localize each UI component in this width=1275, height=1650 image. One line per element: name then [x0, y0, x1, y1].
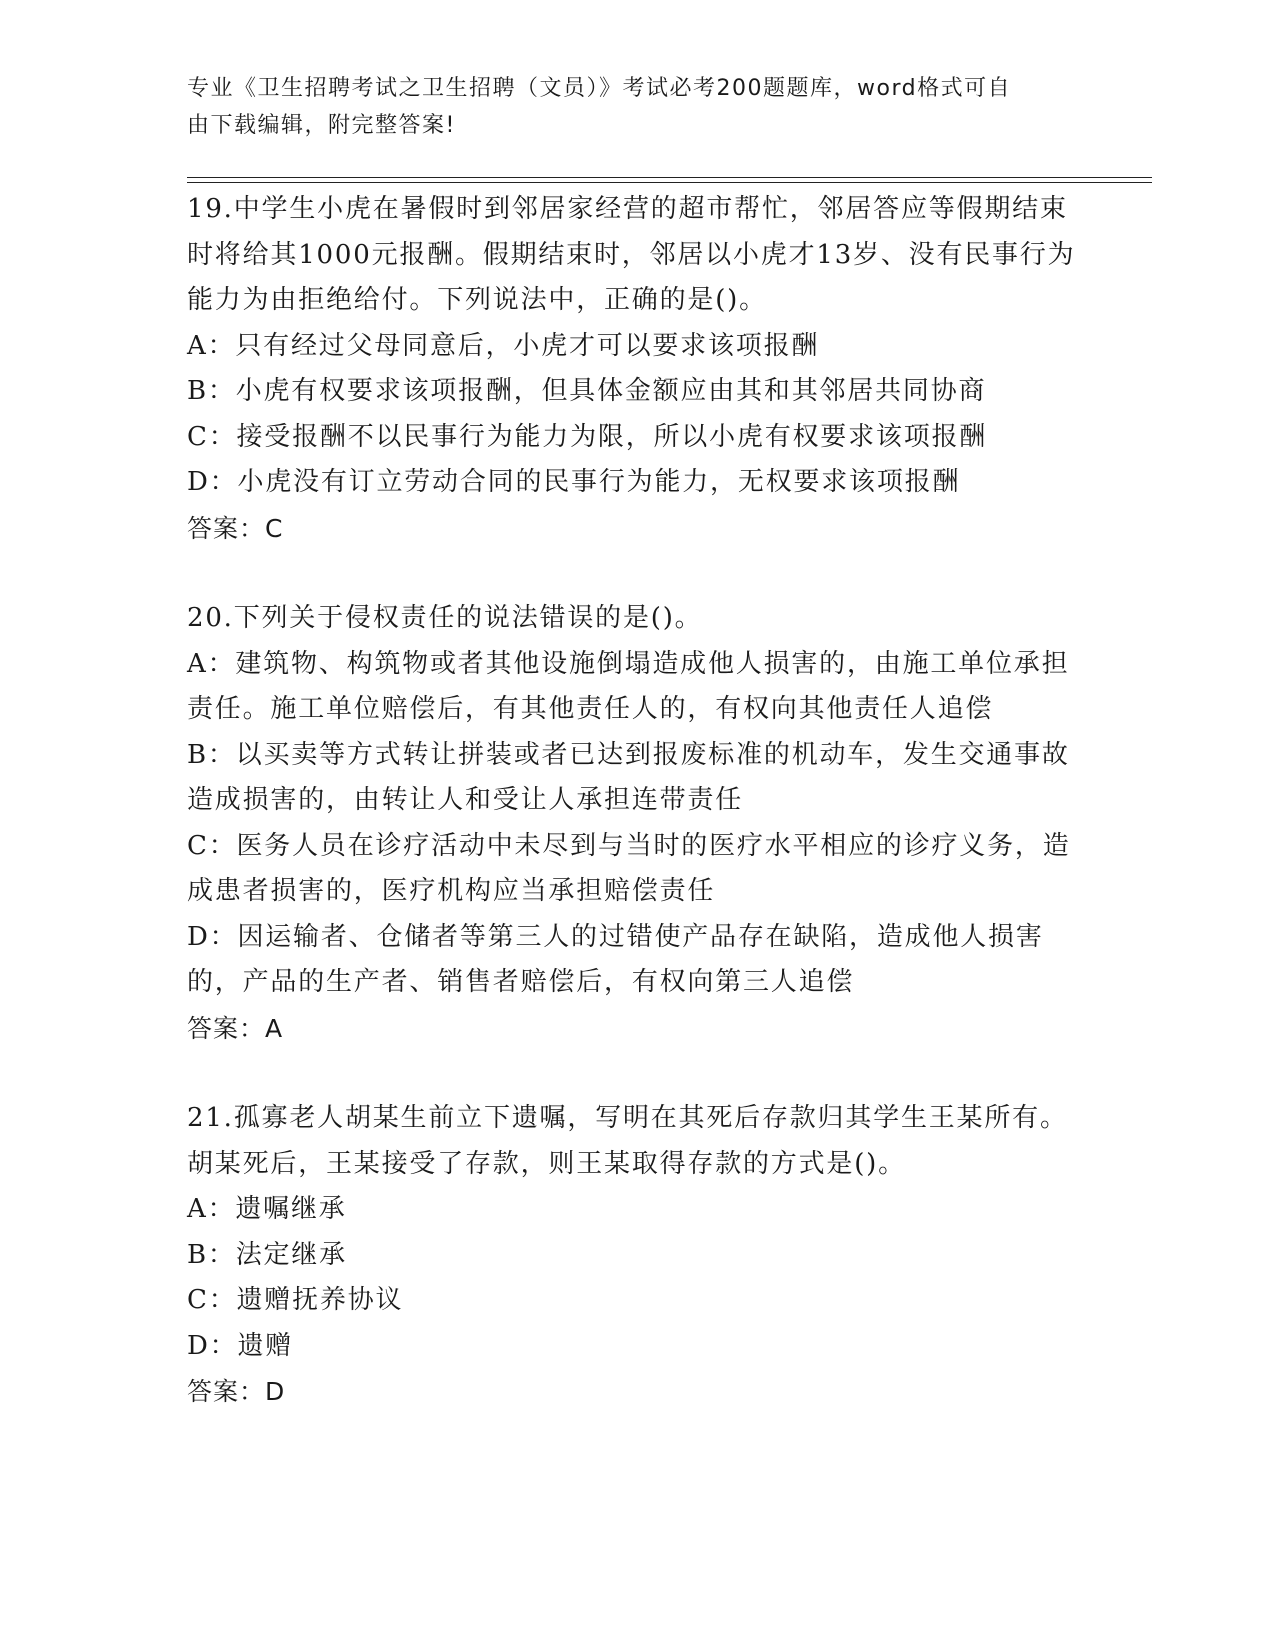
question-stem: 19.中学生小虎在暑假时到邻居家经营的超市帮忙，邻居答应等假期结束时将给其1000元报酬。假期结束时，邻居以小虎才13岁、没有民事行为能力为由拒绝给付。下列说法中，正确的是()。: [187, 194, 1076, 315]
option-d: D：因运输者、仓储者等第三人的过错使产品存在缺陷，造成他人损害的，产品的生产者、销售者赔偿后，有权向第三人追偿: [187, 921, 1044, 997]
question-20: [187, 596, 1087, 1051]
question-21: [187, 1096, 1087, 1415]
page-header: [187, 70, 1067, 144]
header-rule-bottom: [187, 182, 1152, 183]
option-d: D：小虎没有订立劳动合同的民事行为能力，无权要求该项报酬: [187, 467, 961, 497]
option-a: A：只有经过父母同意后，小虎才可以要求该项报酬: [187, 330, 820, 361]
option-d: D：遗赠: [187, 1330, 294, 1361]
header-rule-top: [187, 177, 1152, 178]
header-line-1: 专业《卫生招聘考试之卫生招聘（文员）》考试必考200题题库，word格式可自: [187, 76, 1012, 101]
option-b: B：小虎有权要求该项报酬，但具体金额应由其和其邻居共同协商: [187, 376, 987, 406]
answer: 答案：D: [187, 1377, 286, 1406]
question-list: [187, 187, 1087, 1460]
question-19: [187, 187, 1087, 551]
option-c: C：医务人员在诊疗活动中未尽到与当时的医疗水平相应的诊疗义务，造成患者损害的，医疗机构应当承担赔偿责任: [187, 830, 1071, 906]
answer: 答案：C: [187, 513, 284, 543]
option-a: A：遗嘱继承: [187, 1194, 347, 1224]
header-line-2: 由下载编辑，附完整答案!: [187, 113, 456, 138]
option-c: C：遗赠抚养协议: [187, 1285, 404, 1315]
option-b: B：以买卖等方式转让拼装或者已达到报废标准的机动车，发生交通事故造成损害的，由转让人和受让人承担连带责任: [187, 739, 1070, 815]
answer: 答案：A: [187, 1013, 284, 1043]
option-a: A：建筑物、构筑物或者其他设施倒塌造成他人损害的，由施工单位承担责任。施工单位赔偿后，有其他责任人的，有权向其他责任人追偿: [187, 648, 1070, 724]
question-stem: 21.孤寡老人胡某生前立下遗嘱，写明在其死后存款归其学生王某所有。胡某死后，王某接受了存款，则王某取得存款的方式是()。: [187, 1103, 1068, 1179]
question-stem: 20.下列关于侵权责任的说法错误的是()。: [187, 603, 703, 633]
option-b: B：法定继承: [187, 1239, 347, 1270]
option-c: C：接受报酬不以民事行为能力为限，所以小虎有权要求该项报酬: [187, 421, 988, 452]
